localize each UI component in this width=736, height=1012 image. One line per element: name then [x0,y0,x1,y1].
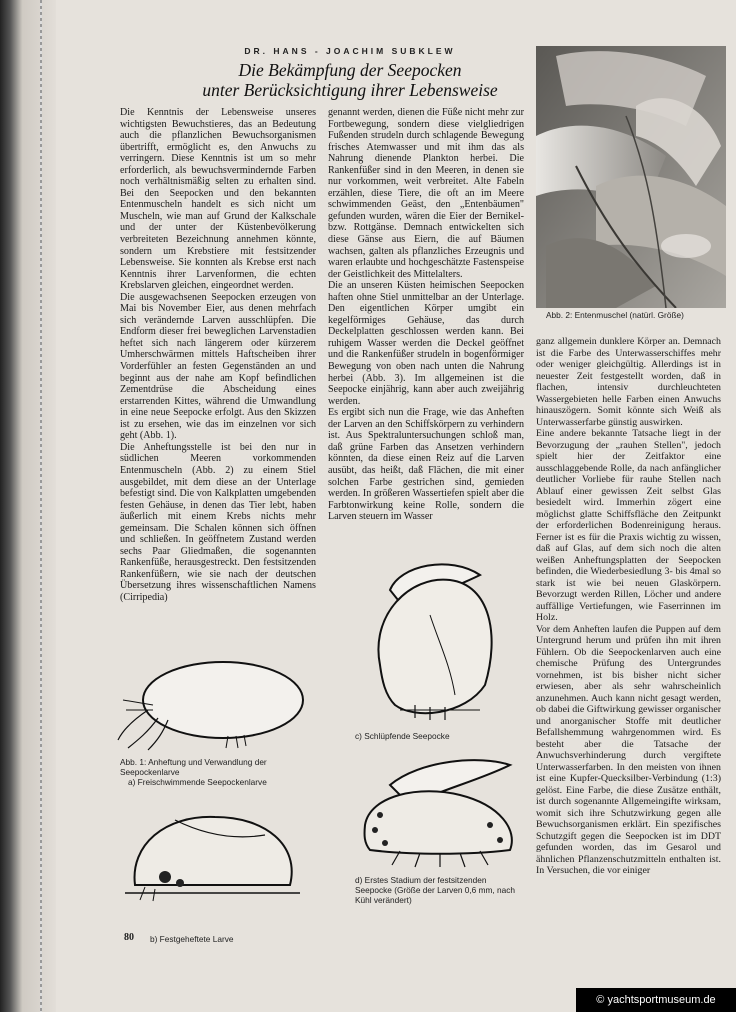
book-spine-edge [0,0,56,1012]
text-column-2 [328,107,524,523]
photo-caption: Abb. 2: Entenmuschel (natürl. Größe) [546,310,684,320]
settled-barnacle-drawing [360,755,520,870]
hatching-barnacle-drawing [370,555,500,725]
figure-1-title: Abb. 1: Anheftung und Verwandlung der Seepockenlarve [120,757,267,777]
figure-d-caption: d) Erstes Stadium der festsitzenden Seepocke (Größe der Larven 0,6 mm, nach Kühl verändert) [355,875,516,905]
page-number: 80 [124,932,134,943]
paragraph: Die ausgewachsenen Seepocken erzeugen von Mai bis November Eier, aus denen mehrfach sich verändernde Larven ausschlüpfen. Die Endform dieser frei beweglichen Larvenstadien heftet sich nach längerem oder kürzerem Umherschwärmen mittels Haftscheiben ihrer Vorderfühler an festen Gegenständen an und beginnt aus der nahe am Kopf befindlichen Zementdrüse die Abscheidung eines erstarrenden Kittes, während die Umwandlung in eine neue Seepocke erfolgt. Aus den Skizzen ist zu ersehen, wie das im einzelnen vor sich geht (Abb. 1). [120,291,316,442]
article-title [170,60,530,100]
figure-a-caption [120,757,320,787]
figure-b-caption: b) Festgeheftete Larve [150,934,234,944]
title-line-2: unter Berücksichtigung ihrer Lebensweise [202,80,498,100]
figure-a-label: a) Freischwimmende Seepockenlarve [128,777,267,787]
title-line-1: Die Bekämpfung der Seepocken [238,60,462,80]
paragraph: genannt werden, dienen die Füße nicht mehr zur Fortbewegung, sondern diese vielgliedrigen Fußenden strudeln durch schlagende Bewegung frisches Atemwasser und mit ihm das als Nahrung dienende Plankton herbei. Die Rankenfüßer sind in den Meeren, in denen sie nur vorkommen, weit verbreitet. Alte Fabeln erzählen, diese Tiere, die oft an im Meere schwimmenden Geäst, den „Entenbäumen" gefunden wurden, wären die Eier der Bernikel- bzw. Rottgänse. Demnach entwickelten sich diese Gänse aus Eiern, die auf Bäumen wachsen, galten als pflanzliches Erzeugnis und waren erlaubte und hochgeschätzte Fastenspeise der Geistlichkeit des Mittelalters. [328,107,524,280]
figure-c-caption: c) Schlüpfende Seepocke [355,731,450,741]
paragraph: Die Anheftungsstelle ist bei den nur in südlichen Meeren vorkommenden Entenmuscheln (Abb. 2) zu einem Stiel ausgebildet, mit dem diese an der Unterlage befestigt sind. Die von Kalkplatten umgebenden festen Gehäuse, in denen das Tier lebt, haben äußerlich mit einem Krebs nichts mehr gemeinsam. Die Schalen können sich öffnen und schließen. In geöffnetem Zustand werden sechs Paar Gliedmaßen, die sogenannten Rankenfüße, herausgestreckt. Den festsitzenden Rankenfüßern, wie sie nach der deutschen Übersetzung ihres wissenschaftlichen Namens (Cirripedia) [120,441,316,603]
paragraph: Die an unseren Küsten heimischen Seepocken haften ohne Stiel unmittelbar an der Unterlage. Den eigentlichen Körper umgibt ein kegelförmiges Gehäuse, das durch Deckelplatten geschlossen werden kann. Bei ruhigem Wasser werden die Deckel geöffnet und die Rankenfüßer strudeln in bogenförmiger Bewegung von oben nach unten die Nahrung herbei (Abb. 3). Im allgemeinen ist die Seepocke einjährig, kann aber auch zweijährig werden. [328,280,524,407]
paragraph: Eine andere bekannte Tatsache liegt in der Bevorzugung der „rauhen Stellen", jedoch spielt hier der Zeitfaktor eine ausschlaggebende Rolle, da nach anfänglicher deutlicher Vorliebe für rauhe Stellen nach Ablauf einer gewissen Zeit selbst Glas besiedelt wird. Immerhin zögert eine möglichst glatte Schiffsfläche den Zeitpunkt der erforderlichen Bodenreinigung heraus. Ferner ist es für die Praxis wichtig zu wissen, daß auf Glas, auf dem sich noch die alten weißen Anheftungsplatten der Seepocken befinden, die Wiederbesiedlung 3- bis 4mal so stark ist wie bei neuen Glaskörpern. Bevorzugt werden Rillen, Löcher und andere auffällige Vertiefungen, wie Faserrinnen im Holz. [536,428,721,623]
paragraph: Vor dem Anheften laufen die Puppen auf dem Untergrund herum und prüfen ihn mit ihren Fühlern. Ob die Seepockenlarven auch eine chemische Prüfung des Untergrundes vornehmen, ist bis bisher nicht sicher erwiesen, aber als sehr wahrscheinlich anzunehmen. Auch kann nicht gesagt werden, ob dabei die Giftwirkung gewisser organischer und anorganischer Stoffe mit deutlicher Befallshemmung wahrgenommen wird. Es besteht aber die Tatsache der Anwuchsverhinderung durch vergiftete Unterwasserfarben. In den meisten von ihnen ist eine Kupfer-Quecksilber-Verbindung (1:3) gelöst. Eine Farbe, die diese Zusätze enthält, ist durch sogenannte Allgemeingifte wirksam, womit sich ihre Schutzwirkung gegen alle Bewuchsorganismen erklärt. Ein spezifisches Schutzgift gegen die Seepocken ist im DDT gefunden worden, das im Gesarol und ähnlichen Pflanzenschutzmitteln enthalten ist. In Versuchen, die vor einiger [536,623,721,876]
barnacle-photo-illustration [536,46,726,308]
paragraph: Es ergibt sich nun die Frage, wie das Anheften der Larven an den Schiffskörpern zu verhindern ist. Aus Spektraluntersuchungen schloß man, daß grüne Farben das Ansetzen verhindern könnten, da diese einen Reiz auf die Larven ausübt, das heißt, daß Flächen, die mit einer solchen Farbe gestrichen sind, gemieden werden. In größeren Wassertiefen spielt aber die Farbtonwirkung keine Rolle, sondern die Larven steuern im Wasser [328,407,524,523]
text-column-1 [120,107,316,604]
gooseneck-barnacle-photo [536,46,726,308]
paragraph: Die Kenntnis der Lebensweise unseres wichtigsten Bewuchstieres, das an Bedeutung auch die pflanzlichen Bewuchsorganismen übertrifft, ermöglicht es, den Anwuchs zu verringern. Diese Kenntnis ist um so mehr erforderlich, als bewuchsvermindernde Farben noch verhältnismäßig selten zu erhalten sind. Bei den Seepocken und den bekannten Entenmuscheln handelt es sich nicht um Muscheln, wie man auf Grund der Kalkschale und der unter der Küstenbevölkerung verbreiteten Bezeichnung annehmen könnte, sondern um Krebstiere mit festsitzender Lebensweise. Sie konnten als Krebse erst nach Kenntnis ihrer Larvenformen, die echten Krebslarven gleichen, eingeordnet werden. [120,107,316,292]
free-swimming-larva-drawing [118,640,308,750]
watermark: © yachtsportmuseum.de [576,988,736,1012]
paragraph: ganz allgemein dunklere Körper an. Demnach ist die Farbe des Unterwasserschiffes mehr oder weniger gleichgültig. Allerdings ist in neuester Zeit festgestellt worden, daß in flachen, intensiv durchleuchteten Wassergebieten helle Farben einen Anwuchs hinauszögern. Somit könnte sich Weiß als Unterwasserfarbe günstig auswirken. [536,336,721,428]
text-column-3 [536,336,721,877]
attached-larva-drawing [125,805,305,905]
author-name: DR. HANS - JOACHIM SUBKLEW [244,46,456,56]
